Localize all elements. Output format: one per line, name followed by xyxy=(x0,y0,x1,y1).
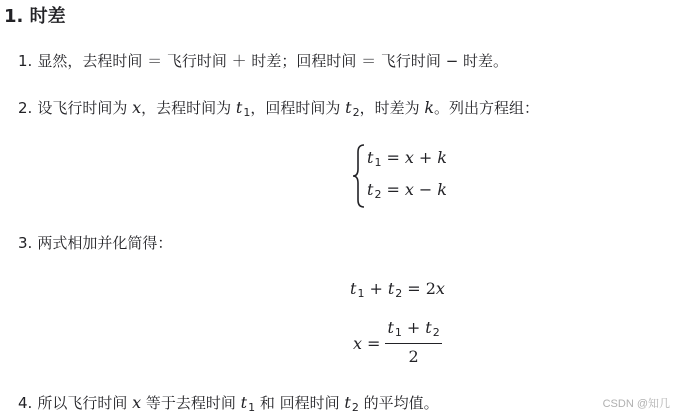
equation-line-2 xyxy=(367,178,447,204)
item-text-part: ，去程时间为 xyxy=(141,99,236,117)
math-subscript: 1 xyxy=(374,156,382,169)
math-operator: = xyxy=(386,148,400,167)
item-text-part: ，回程时间为 xyxy=(250,99,346,117)
item-number: 2. xyxy=(18,99,33,117)
math-variable: t xyxy=(240,393,248,412)
equation-system xyxy=(352,143,482,209)
math-operator: = xyxy=(367,334,381,353)
math-variable: x xyxy=(132,98,142,117)
fraction-denominator: 2 xyxy=(408,347,419,366)
sum-equation xyxy=(350,277,445,303)
math-operator: + xyxy=(406,318,421,337)
math-variable: k xyxy=(424,98,435,117)
math-variable: x xyxy=(404,148,414,167)
math-operator: = xyxy=(407,279,421,298)
item-text-part: 的平均值。 xyxy=(358,394,439,412)
left-brace-icon xyxy=(352,143,366,209)
section-title: 1. 时差 xyxy=(4,6,66,27)
math-variable: x xyxy=(132,393,142,412)
item-text-part: 所以飞行时间 xyxy=(37,394,133,412)
result-equation xyxy=(353,320,442,369)
item-text-part: 和 回程时间 xyxy=(255,394,345,412)
item-text-part: ，时差为 xyxy=(359,99,425,117)
math-variable: k xyxy=(437,148,447,167)
item-text: 两式相加并化简得： xyxy=(37,234,173,252)
item-text: 显然，去程时间 ＝ 飞行时间 ＋ 时差；回程时间 ＝ 飞行时间 − 时差。 xyxy=(37,52,509,70)
math-subscript: 2 xyxy=(432,326,440,339)
equation-line-1 xyxy=(367,146,447,172)
watermark: CSDN @知几 xyxy=(602,398,670,410)
math-variable: t xyxy=(235,98,243,117)
item-number: 1. xyxy=(18,52,33,70)
list-item xyxy=(18,392,439,416)
math-variable: x xyxy=(404,180,414,199)
math-variable: t xyxy=(367,180,374,199)
list-item xyxy=(18,97,539,121)
math-variable: t xyxy=(367,148,374,167)
math-subscript: 2 xyxy=(352,106,360,119)
math-subscript: 2 xyxy=(374,188,382,201)
math-variable: t xyxy=(344,393,351,412)
item-text-part: 设飞行时间为 xyxy=(37,99,133,117)
math-variable: t xyxy=(425,318,432,337)
math-operator: = xyxy=(386,180,400,199)
math-subscript: 2 xyxy=(395,287,403,300)
math-operator: + xyxy=(418,148,433,167)
math-variable: t xyxy=(350,279,357,298)
math-variable: t xyxy=(387,279,395,298)
math-subscript: 1 xyxy=(248,401,256,414)
math-operator: − xyxy=(418,180,433,199)
math-variable: x xyxy=(353,334,363,353)
item-text-part: 等于去程时间 xyxy=(141,394,241,412)
math-variable: k xyxy=(437,180,447,199)
math-operator: + xyxy=(369,279,383,298)
fraction xyxy=(385,318,441,367)
item-text-part: 。列出方程组： xyxy=(434,99,540,117)
math-variable: x xyxy=(435,279,445,298)
item-number: 4. xyxy=(18,394,33,412)
item-number: 3. xyxy=(18,234,33,252)
math-subscript: 1 xyxy=(243,106,251,119)
fraction-numerator xyxy=(385,318,441,344)
math-subscript: 1 xyxy=(394,326,402,339)
math-subscript: 2 xyxy=(351,401,359,414)
list-item xyxy=(18,232,172,254)
math-variable: t xyxy=(345,98,352,117)
math-variable: t xyxy=(387,318,394,337)
list-item xyxy=(18,50,508,72)
math-number: 2 xyxy=(425,279,436,298)
math-subscript: 1 xyxy=(357,287,365,300)
